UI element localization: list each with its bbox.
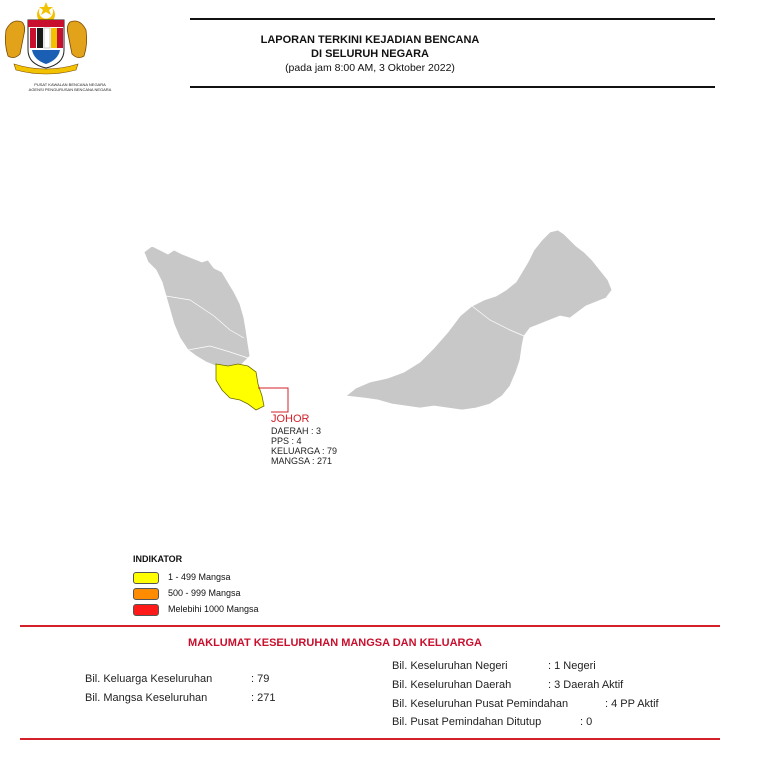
stat-negeri-label: Bil. Keseluruhan Negeri [392,660,508,672]
legend-swatch-yellow [133,572,159,584]
stat-mangsa-label: Bil. Mangsa Keseluruhan [85,692,208,704]
johor-callout-pps: PPS : 4 [271,436,302,446]
summary-top-rule [20,625,720,627]
legend-title: INDIKATOR [133,554,183,564]
summary-title: MAKLUMAT KESELURUHAN MANGSA DAN KELUARGA [188,637,482,649]
header-top-rule [190,18,715,20]
stat-mangsa-value: : 271 [251,692,276,704]
legend-swatch-orange [133,588,159,600]
stat-keluarga-label: Bil. Keluarga Keseluruhan [85,673,213,685]
stat-pp-ditutup-value: : 0 [580,716,593,728]
east-malaysia [346,230,612,410]
logo-caption-centre: PUSAT KAWALAN BENCANA NEGARA [34,82,106,87]
legend-swatch-red [133,604,159,616]
legend-label-high: Melebihi 1000 Mangsa [168,604,259,614]
johor-callout-title: JOHOR [271,413,310,425]
header-bottom-rule [190,86,715,88]
stat-daerah-value: : 3 Daerah Aktif [548,679,624,691]
report-title: LAPORAN TERKINI KEJADIAN BENCANA [260,34,480,46]
legend-label-low: 1 - 499 Mangsa [168,572,231,582]
report-timestamp: (pada jam 8:00 AM, 3 Oktober 2022) [285,62,455,74]
legend-label-medium: 500 - 999 Mangsa [168,588,241,598]
peninsular-malaysia [144,246,250,370]
johor-callout-mangsa: MANGSA : 271 [271,456,333,466]
johor-callout-keluarga: KELUARGA : 79 [271,446,338,456]
stat-pp-ditutup-label: Bil. Pusat Pemindahan Ditutup [392,716,542,728]
stat-negeri-value: : 1 Negeri [548,660,596,672]
logo-caption-agency: AGENSI PENGURUSAN BENCANA NEGARA [28,87,112,92]
stat-pp-value: : 4 PP Aktif [605,698,659,710]
malaysia-map [130,220,650,420]
johor-callout-daerah: DAERAH : 3 [271,426,322,436]
stat-daerah-label: Bil. Keseluruhan Daerah [392,679,512,691]
coat-of-arms-logo [0,0,92,82]
report-title-sub: DI SELURUH NEGARA [311,48,429,60]
johor-state [216,364,264,410]
stat-keluarga-value: : 79 [251,673,270,685]
summary-bottom-rule [20,738,720,740]
stat-pp-label: Bil. Keseluruhan Pusat Pemindahan [392,698,569,710]
